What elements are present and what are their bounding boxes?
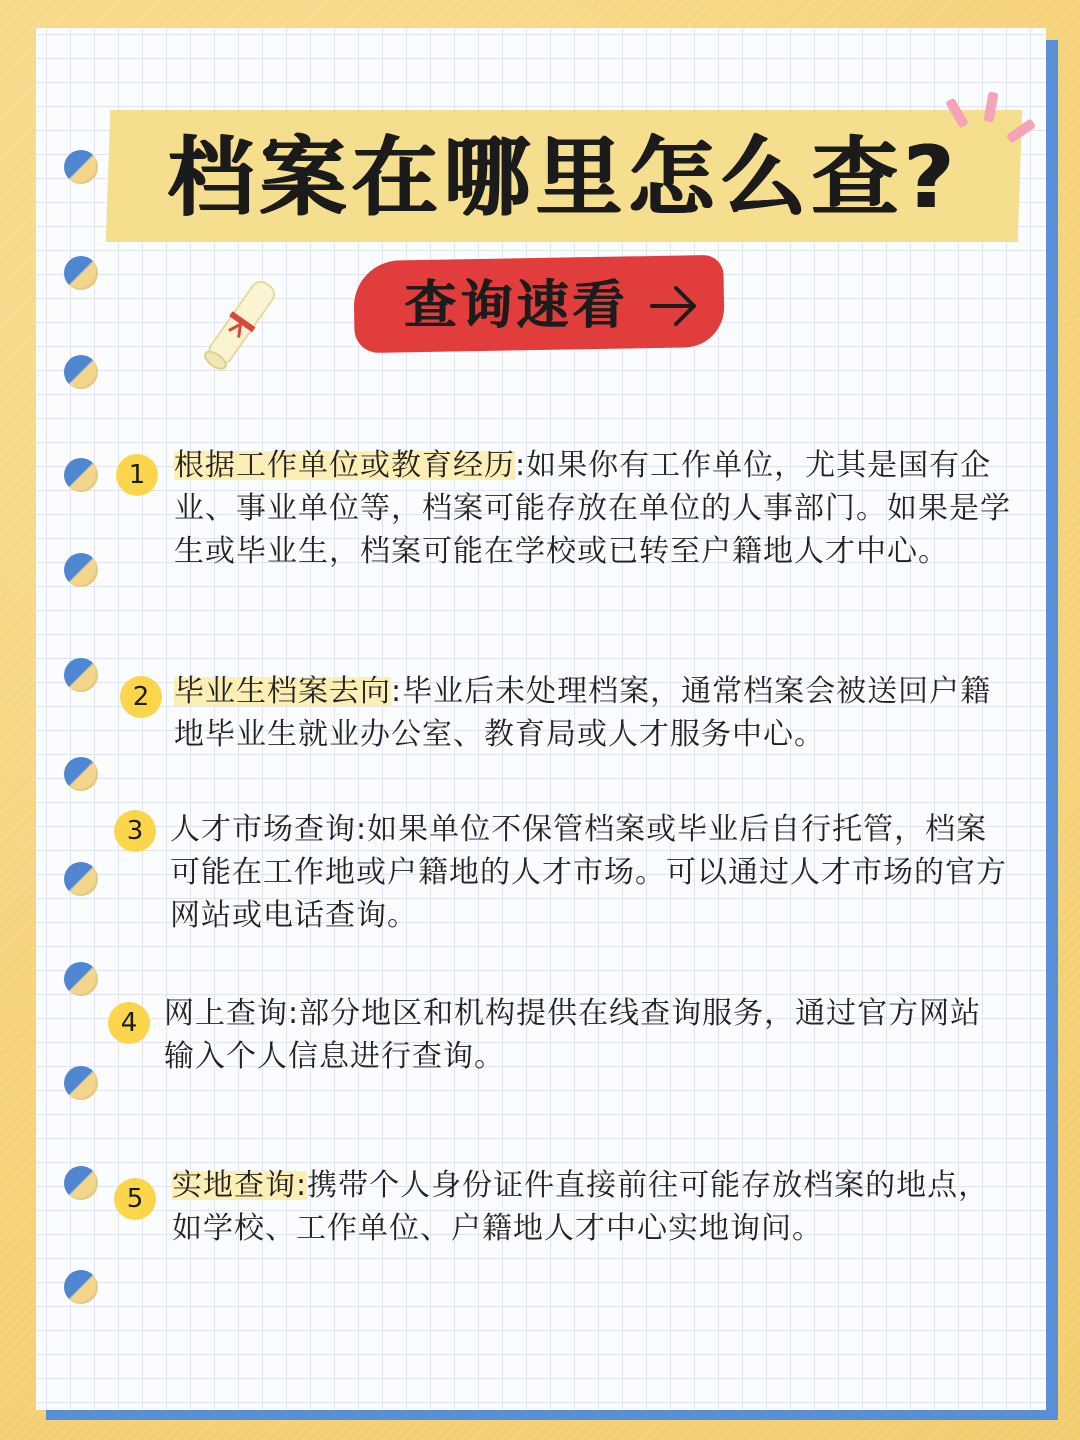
notebook-ring-icon xyxy=(64,658,98,692)
notebook-ring-icon xyxy=(64,862,98,896)
arrow-right-icon xyxy=(648,280,700,332)
notebook-ring-icon xyxy=(64,962,98,996)
notebook-ring-icon xyxy=(64,256,98,290)
notebook-ring-icon xyxy=(64,1066,98,1100)
item-heading: 毕业生档案去向 xyxy=(174,674,391,709)
item-text xyxy=(174,670,1020,756)
item-body: :如果你有工作单位，尤其是国有企业、事业单位等，档案可能存放在单位的人事部门。如果是学生或毕业生，档案可能在学校或已转至户籍地人才中心。 xyxy=(174,448,1011,569)
item-text xyxy=(170,808,1016,937)
number-badge: 2 xyxy=(120,676,162,718)
item-text xyxy=(164,992,1004,1078)
item-body: :毕业后未处理档案，通常档案会被送回户籍地毕业生就业办公室、教育局或人才服务中心。 xyxy=(174,674,992,752)
item-body: :部分地区和机构提供在线查询服务，通过官方网站输入个人信息进行查询。 xyxy=(164,996,982,1074)
item-heading: 人才市场查询 xyxy=(170,812,356,847)
notebook-ring-icon xyxy=(64,757,98,791)
number-badge: 1 xyxy=(116,454,158,496)
item-heading: 实地查询: xyxy=(172,1168,308,1203)
number-badge: 3 xyxy=(114,810,156,852)
item-text xyxy=(172,1164,1018,1250)
number-badge: 5 xyxy=(114,1178,156,1220)
notebook-ring-icon xyxy=(64,150,98,184)
item-body: :如果单位不保管档案或毕业后自行托管，档案可能在工作地或户籍地的人才市场。可以通过人才市场的官方网站或电话查询。 xyxy=(170,812,1007,933)
scroll-icon xyxy=(190,270,290,380)
item-heading: 根据工作单位或教育经历 xyxy=(174,448,515,483)
subtitle-label: 查询速看 xyxy=(404,276,629,336)
notebook-ring-icon xyxy=(64,1166,98,1200)
item-body: 携带个人身份证件直接前往可能存放档案的地点，如学校、工作单位、户籍地人才中心实地询问。 xyxy=(172,1168,990,1246)
item-heading: 网上查询 xyxy=(164,996,288,1031)
notebook-ring-icon xyxy=(64,355,98,389)
number-badge: 4 xyxy=(108,1002,150,1044)
notebook-ring-icon xyxy=(64,553,98,587)
notebook-ring-icon xyxy=(64,1270,98,1304)
page-title: 档案在哪里怎么查? xyxy=(168,128,960,228)
notebook-ring-icon xyxy=(64,458,98,492)
item-text xyxy=(174,444,1020,573)
